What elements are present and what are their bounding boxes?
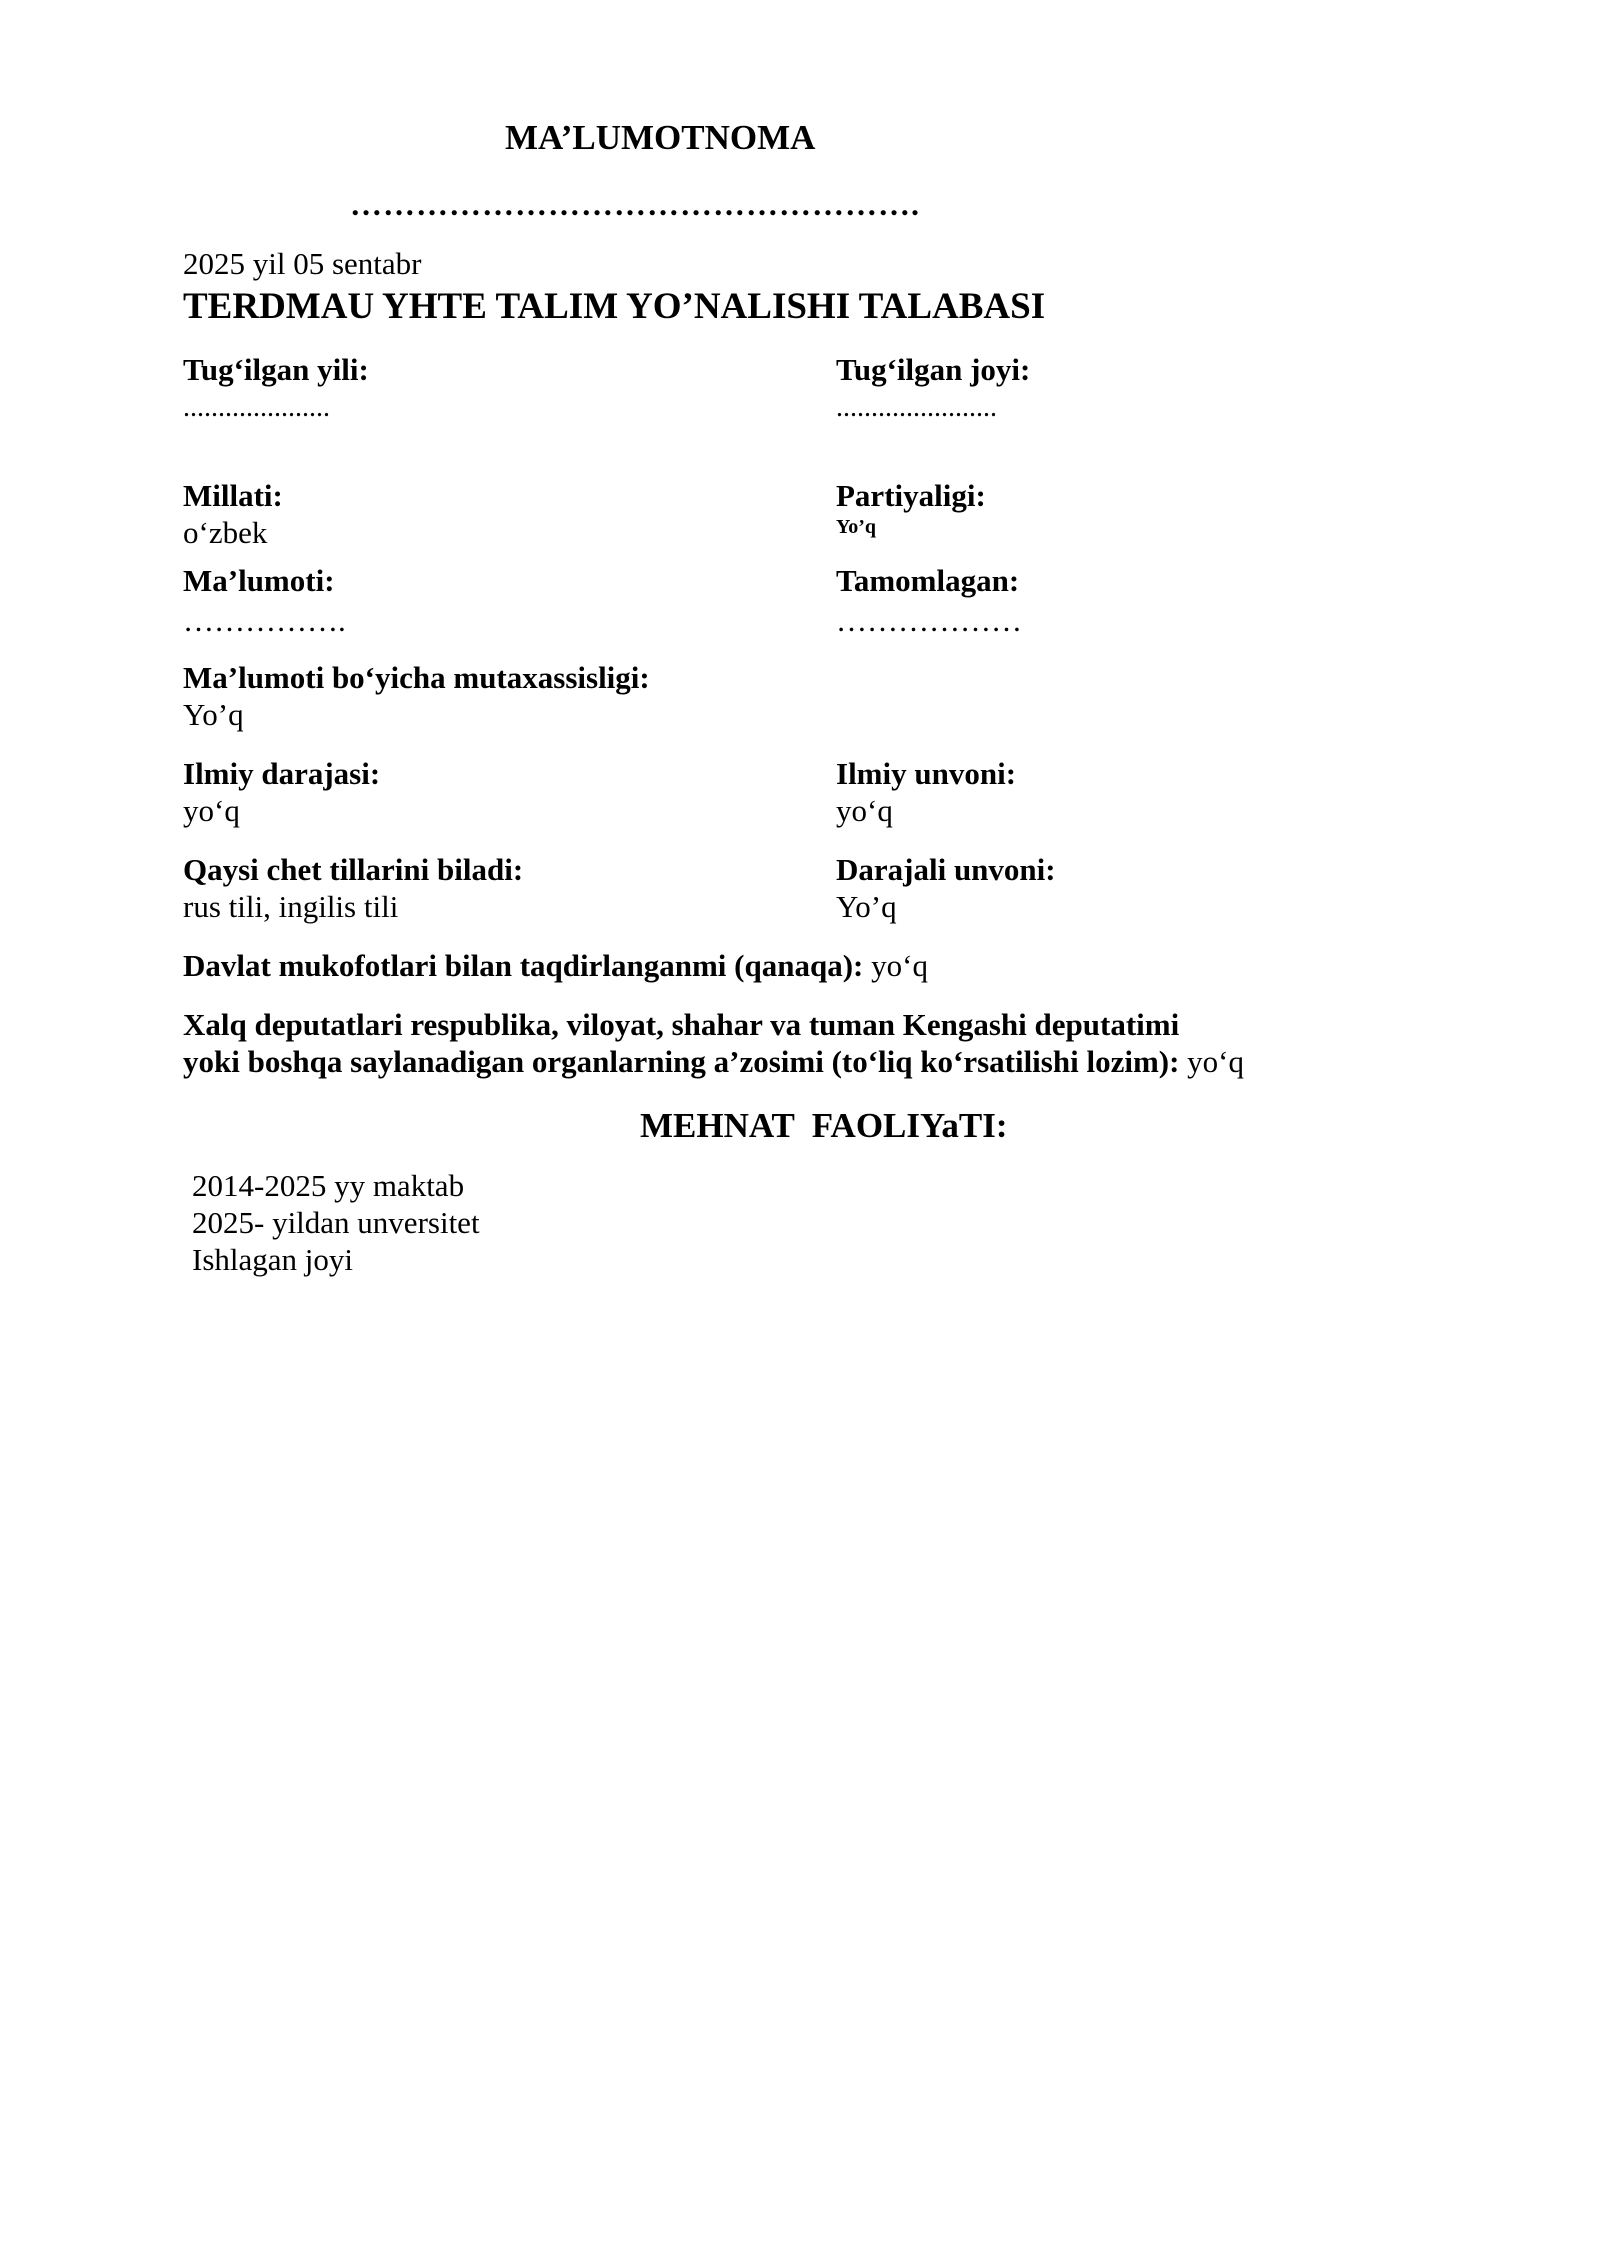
academic-degree-label: Ilmiy darajasi: xyxy=(183,756,381,791)
nationality-label: Millati: xyxy=(183,478,283,513)
birth-place-label: Tug‘ilgan joyi: xyxy=(836,352,1031,387)
specialty-value: Yo’q xyxy=(183,697,244,732)
rank-value: Yo’q xyxy=(836,889,897,924)
deputy-row xyxy=(183,1044,1244,1080)
languages-value: rus tili, ingilis tili xyxy=(183,889,399,924)
specialty-label: Ma’lumoti bo‘yicha mutaxassisligi: xyxy=(183,660,650,695)
deputy-value: yo‘q xyxy=(1187,1044,1244,1079)
birth-place-value: ....................... xyxy=(836,392,997,423)
nationality-value: o‘zbek xyxy=(183,515,268,550)
deputy-label-line2: yoki boshqa saylanadigan organlarning a’zosimi (to‘liq ko‘rsatilishi lozim): xyxy=(183,1044,1180,1079)
position-heading: TERDMAU YHTE TALIM YO’NALISHI TALABASI xyxy=(183,286,1046,327)
work-history-item: 2025- yildan unversitet xyxy=(192,1205,480,1240)
graduated-value: ……………… xyxy=(836,603,1022,638)
document-date: 2025 yil 05 sentabr xyxy=(183,246,422,281)
education-label: Ma’lumoti: xyxy=(183,563,335,598)
party-value: Yo’q xyxy=(836,516,877,538)
name-placeholder: ……………………………………………. xyxy=(350,186,920,222)
work-history-item: Ishlagan joyi xyxy=(192,1242,353,1277)
birth-year-label: Tug‘ilgan yili: xyxy=(183,352,369,387)
academic-degree-value: yo‘q xyxy=(183,793,240,828)
state-awards-row xyxy=(183,948,928,984)
graduated-label: Tamomlagan: xyxy=(836,563,1020,598)
languages-label: Qaysi chet tillarini biladi: xyxy=(183,852,524,887)
birth-year-value: ..................... xyxy=(183,392,330,423)
work-history-title: MEHNAT FAOLIYaTI: xyxy=(640,1106,1008,1145)
state-awards-value: yo‘q xyxy=(871,948,928,983)
state-awards-label: Davlat mukofotlari bilan taqdirlanganmi (qanaqa): xyxy=(183,948,864,983)
deputy-label-line1: Xalq deputatlari respublika, viloyat, shahar va tuman Kengashi deputatimi xyxy=(183,1007,1180,1042)
rank-label: Darajali unvoni: xyxy=(836,852,1056,887)
document-title: MA’LUMOTNOMA xyxy=(505,118,816,157)
work-history-item: 2014-2025 yy maktab xyxy=(192,1168,465,1203)
academic-title-value: yo‘q xyxy=(836,793,893,828)
academic-title-label: Ilmiy unvoni: xyxy=(836,756,1017,791)
education-value: ……………. xyxy=(183,603,346,638)
party-label: Partiyaligi: xyxy=(836,478,986,513)
